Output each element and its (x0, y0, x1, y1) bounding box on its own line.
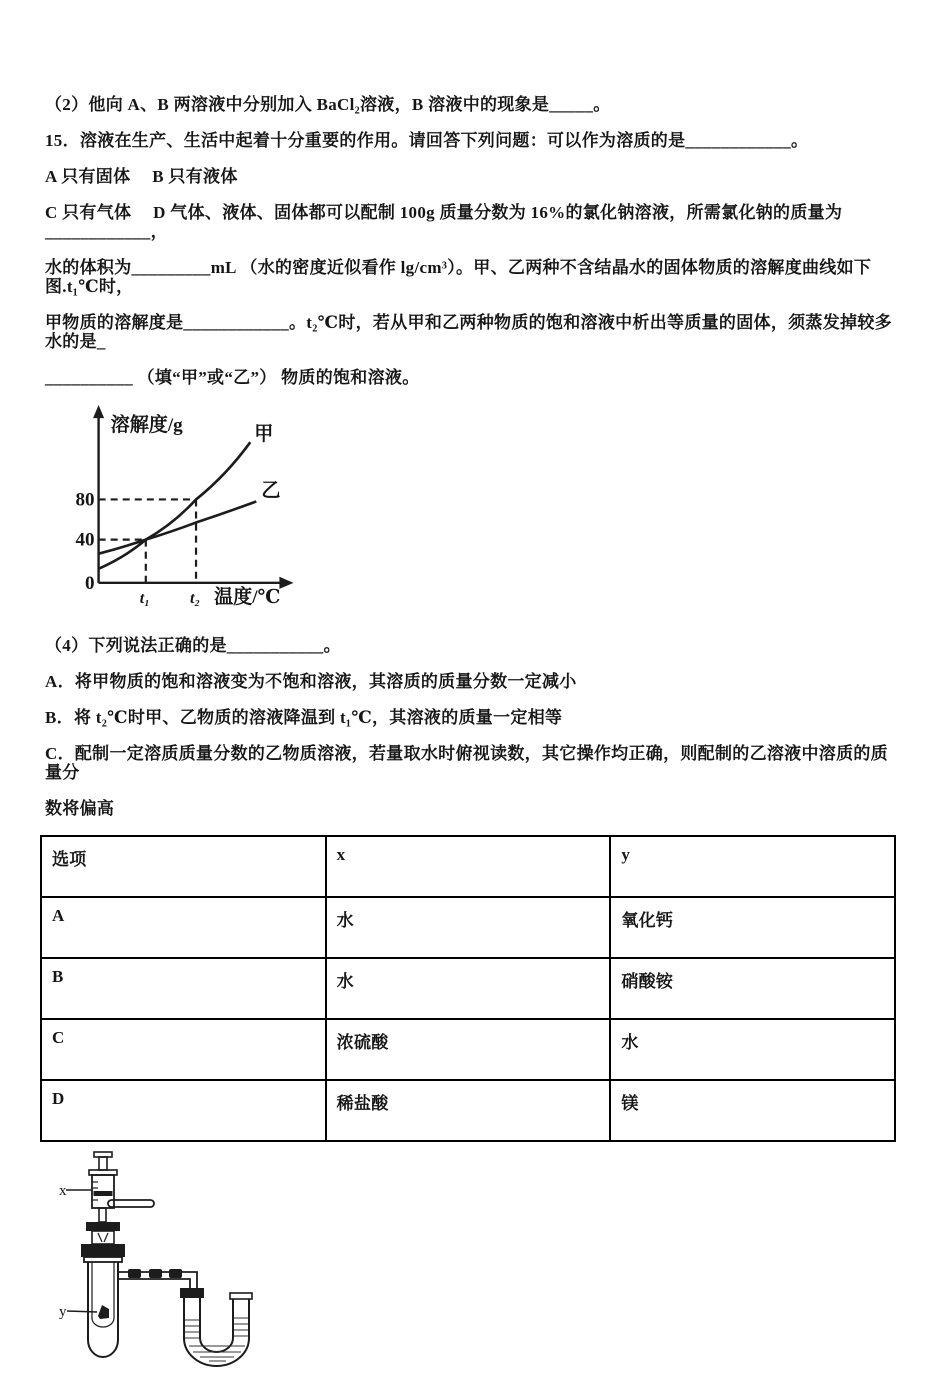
options-cd-text: C 只有气体 D 气体、液体、固体都可以配制 100g 质量分数为 16%的氯化钠溶液，所需氯化钠的质量为____________， (45, 203, 843, 241)
delivery-tube (118, 1269, 197, 1289)
label-y: y (59, 1304, 67, 1320)
chart-guide-dashes (99, 499, 196, 582)
table-cell: 稀盐酸 (326, 1080, 611, 1141)
xtick-t2: t₂ (190, 589, 201, 607)
test-tube (84, 1257, 122, 1357)
table-row (41, 1080, 895, 1141)
question-15-text: 15．溶液在生产、生活中起着十分重要的作用。请回答下列问题：可以作为溶质的是____________。 (45, 131, 809, 150)
table-cell: A (41, 897, 326, 958)
options-table (40, 835, 896, 1142)
table-header-row (41, 836, 895, 897)
chart-xlabel: 温度/℃ (214, 586, 281, 608)
label-x: x (59, 1183, 67, 1199)
question-2-text: （2）他向 A、B 两溶液中分别加入 BaCl₂溶液，B 溶液中的现象是_____。 (45, 95, 611, 114)
choice-a-text: A．将甲物质的饱和溶液变为不饱和溶液，其溶质的质量分数一定减小 (45, 672, 577, 691)
water-volume-text: 水的体积为_________mL （水的密度近似看作 lg/cm³）。甲、乙两种不含结晶水的固体物质的溶解度曲线如下图.t₁℃时， (45, 258, 872, 296)
label-y-leader (67, 1311, 97, 1312)
table-header-cell: y (610, 836, 895, 897)
table-row (41, 897, 895, 958)
jia-curve-label: 甲 (254, 424, 274, 446)
side-arm-tube (108, 1200, 154, 1207)
chart-ylabel: 溶解度/g (110, 415, 183, 437)
solubility-chart-svg (59, 404, 319, 620)
table-cell: D (41, 1080, 326, 1141)
table-cell: 镁 (610, 1080, 895, 1141)
table-cell: B (41, 958, 326, 1019)
fill-blank-text: __________ （填“甲”或“乙”） 物质的饱和溶液。 (45, 368, 420, 387)
yi-curve (99, 501, 257, 553)
table-row (41, 958, 895, 1019)
table-header-cell: 选项 (41, 836, 326, 897)
solubility-question-text: 甲物质的溶解度是____________。t₂℃时，若从甲和乙两种物质的饱和溶液中析出等质量的固体，须蒸发掉较多水的是_ (45, 313, 892, 351)
table-cell: 氧化钙 (610, 897, 895, 958)
choice-c-cont-text: 数将偏高 (45, 799, 115, 818)
table-cell: 浓硫酸 (326, 1019, 611, 1080)
options-ab-text: A 只有固体 B 只有液体 (45, 167, 238, 186)
table-header-cell: x (326, 836, 611, 897)
choice-b-text: B．将 t₂℃时甲、乙物质的溶液降温到 t₁℃，其溶液的质量一定相等 (45, 708, 563, 727)
test-tube-stopper (81, 1244, 125, 1257)
u-tube-stopper (180, 1288, 204, 1298)
solubility-chart (59, 404, 319, 620)
table-cell: 硝酸铵 (610, 958, 895, 1019)
table-cell: 水 (326, 897, 611, 958)
u-tube (180, 1288, 252, 1366)
xtick-t1: t₁ (139, 589, 150, 607)
x-axis-arrow-icon (279, 577, 293, 589)
table-cell: 水 (326, 958, 611, 1019)
upper-stopper (86, 1222, 120, 1231)
ytick-0: 0 (85, 572, 95, 594)
syringe (89, 1152, 117, 1222)
ytick-80: 80 (75, 489, 95, 511)
solid-sample (98, 1305, 109, 1319)
apparatus-diagram (51, 1148, 266, 1393)
glass-adapter (92, 1231, 114, 1244)
table-cell: 水 (610, 1019, 895, 1080)
choice-c-text: C．配制一定溶质质量分数的乙物质溶液，若量取水时俯视读数，其它操作均正确，则配制的乙溶液中溶质的质量分 (45, 744, 888, 782)
table-cell: C (41, 1019, 326, 1080)
y-axis-arrow-icon (93, 405, 104, 418)
table-row (41, 1019, 895, 1080)
yi-curve-label: 乙 (261, 480, 281, 502)
ytick-40: 40 (75, 529, 95, 551)
apparatus-svg (51, 1148, 266, 1393)
u-tube-liquid (185, 1318, 248, 1361)
question-4-text: （4）下列说法正确的是___________。 (45, 636, 341, 655)
jia-curve (99, 442, 251, 569)
